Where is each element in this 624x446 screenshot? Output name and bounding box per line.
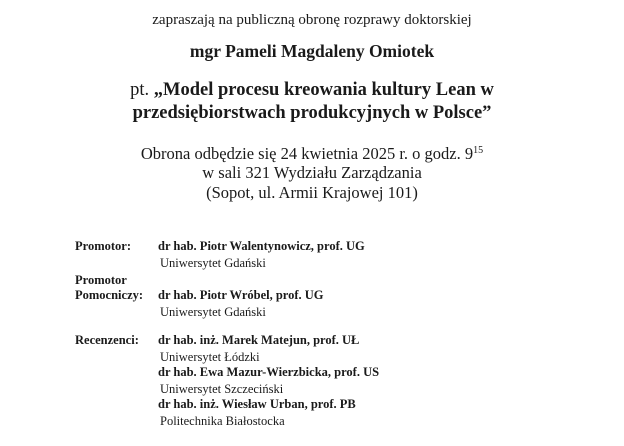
defense-date-text: Obrona odbędzie się 24 kwietnia 2025 r. o godz. 9 xyxy=(140,144,474,163)
candidate-name: mgr Pameli Magdaleny Omiotek xyxy=(189,41,435,61)
promotor-label: Promotor: xyxy=(75,239,131,253)
reviewer-affiliation: Uniwersytet Łódzki xyxy=(160,350,260,364)
assistant-promotor-label-line-1: Promotor xyxy=(75,273,127,287)
defense-room: w sali 321 Wydziału Zarządzania xyxy=(202,163,422,182)
reviewer-name: dr hab. Ewa Mazur-Wierzbicka, prof. US xyxy=(158,365,380,379)
reviewer-affiliation: Politechnika Białostocka xyxy=(160,414,285,428)
thesis-title-line-1 xyxy=(0,79,624,101)
thesis-title-line-2: przedsiębiorstwach produkcyjnych w Polsce” xyxy=(132,103,492,123)
invitation-text: zapraszają na publiczną obronę rozprawy doktorskiej xyxy=(152,12,472,28)
defense-date xyxy=(0,144,624,164)
assistant-promotor-affiliation: Uniwersytet Gdański xyxy=(160,305,266,319)
thesis-prefix: pt. xyxy=(130,80,150,100)
reviewers-label: Recenzenci: xyxy=(75,333,139,347)
assistant-promotor-name: dr hab. Piotr Wróbel, prof. UG xyxy=(158,288,324,302)
assistant-promotor-label-line-2: Pomocniczy: xyxy=(75,288,144,302)
defense-time-minutes: 15 xyxy=(473,145,484,156)
thesis-title-part-1: „Model procesu kreowania kultury Lean w xyxy=(153,80,494,100)
reviewer-name: dr hab. inż. Wiesław Urban, prof. PB xyxy=(158,397,356,411)
promotor-name: dr hab. Piotr Walentynowicz, prof. UG xyxy=(158,239,365,253)
reviewer-affiliation: Uniwersytet Szczeciński xyxy=(160,382,284,396)
reviewer-name: dr hab. inż. Marek Matejun, prof. UŁ xyxy=(158,333,360,347)
promotor-affiliation: Uniwersytet Gdański xyxy=(160,256,266,270)
defense-address: (Sopot, ul. Armii Krajowej 101) xyxy=(206,183,418,202)
